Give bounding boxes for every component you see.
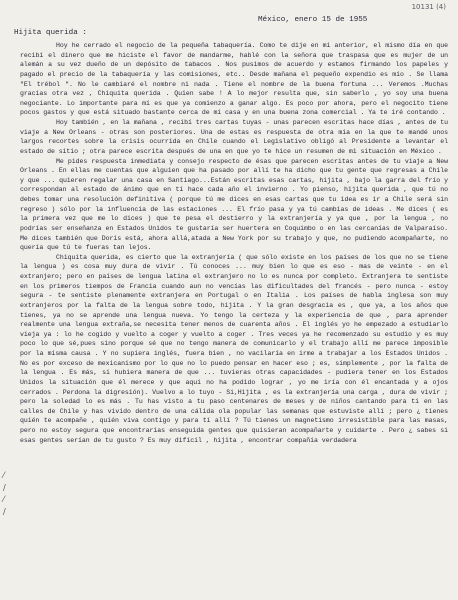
archive-reference: 10131 (4) <box>411 3 446 11</box>
letter-paragraph: Me pides respuesta inmediata y consejo respecto de ésas que parecen escritas antes de tu viaje a New Orleans . En ellas me cuentas que alguien que ha pasado por allí te ha dicho que tu gente que regresas a Chile y que ... quieren regalar una casa en Santiago...Están escritas esas cartas, hijita , bajo la garra del frío y correspondan al estado de ánimo que en tí hace cada año el invierno . Yo pienso, hijita querida , que tú no debes tomar una resolución definitiva ( porque tú me dices en esas cartas que tu idea es ir a Chile será sin regreso ) sólo por la influencia de las estaciones ... El frío pasa y ya tú cambias de ideas . Me dices ( es la primera vez que me lo dices ) que te pesa el destierro y la extranjería y ya que , por la lengua , no podrías ser enseñanza en Estados Unidos te gustaría ser huertera en Coquimbo o en las cercanías de Valparaíso. Me dices también que Doris está, ahora allá,atada a New York por su trabajo y que, no pudiendo acompañarte, no quería que tú te fueras tan lejos. <box>20 157 448 252</box>
letter-salutation: Hijita querida : <box>14 29 87 37</box>
margin-tick-mark: / <box>3 507 6 516</box>
letter-paragraph: Hoy también , en la mañana , recibí tres cartas tuyas - unas parecen escritas hace días , antes de tu viaje a New Orleans - otras son posteriores. Una de estas es respuesta de otra mía en la que te mandé unos largos recortes sobre la crisis ocurrida en Chile cuando el Legislativo obligó al Presidente a levantar el estado de sitio ; otra parece escrita después de una en que yo te hice un resumen de mi situación en México . <box>20 119 448 155</box>
letter-paragraph: Chiquita querida, es cierto que la extranjería ( que sólo existe en los países de los que no se tiene la lengua ) es cosa muy dura de vivir . Tú conoces ... muy bien lo que es eso - mas de veinte - en el extranjero; pero en países de lengua latina el extranjero no lo es nunca por completo. Extranjera te sentiste en los primeros tiempos de Francia cuando aun no vencías las dificultades del francés - pero nunca - estoy segura - te sentiste plenamente extranjera en Portugal o en Italia . Los países de habla inglesa son muy extranjeros por la falta de la lengua sobre todo, hijita . Y la gran desgracia es , que ya, a los años que tienes, ya no se aprende una lengua nueva. Yo tengo la certeza y la experiencia de que , para aprender realmente una lengua extraña,se necesita tener menos de cuarenta años . El inglés yo he empezado a estudiarlo vieja ya : lo he cogido y vuelto a coger y vuelto a coger . Tres veces ya he recomenzado su estudio y es muy poco lo que sé,pues sino porque sé que no tengo manera de comunicarlo y el trabajo allí me parece imposible por la misma causa . Y no supiera inglés, fuera bien , no vacilaría en irme a trabajar a los Estados Unidos . No es por exceso de mexicanismo por lo que no lo puedo pensar en hacer eso ; es, simplemente , por la falta de la lengua . Es más, si hubiera manera de que ... tuvieras otras capacidades - pudiera tener en los Estados Unidos la situación que él merece y que aquí no ha podido lograr , yo me iría con él encantada y a ojos cerrados . Perdona la digresión). Vuelvo a lo tuyo - Si,Hijita , es la extranjería una carga , dura de vivir ; pero la soledad lo es más . Tu has visto a tu paso centenares de meses y de niños cantando para ti en las calles de Chile y has vivido dentro de una cálida ola popular las semanas que estuviste allí ; pero ¿ tienes quién te acompañe , quién viva contigo y para tí allí ? Tú tienes un magnetismo irresistible para las masas, pero no estoy segura que encontrarías enseguida gentes que quisieran acompañarte y cuidarte . Pero ¿ sabes si esas gentes serían de tu gusto ? Es muy difícil , hijita , encontrar compañía verdadera <box>20 253 448 444</box>
letter-date: México, enero 15 de 1955 <box>258 16 368 24</box>
margin-tick-mark: ⁄ <box>3 495 5 504</box>
letter-body <box>20 41 448 445</box>
handwritten-margin-marks <box>3 470 17 560</box>
margin-tick-mark: / <box>3 483 6 492</box>
letter-paragraph: Hoy he cerrado el negocio de la pequeña tabaquería. Como te dije en mi anterior, el mismo día en que recibí el dinero que me hiciste el favor de mandarme, hablé con la señora que traspasa que es mujer de un alemán a su vez dueño de un depósito de tabacos . Nos pusimos de acuerdo y estamos firmando los papeles y pagado el precio de la tabaquería y las comisiones, etc.. Desde mañana el pequeño expendio es mío . Se llama "El trébol ". No le cambiaré el nombre ni nada . Tiene el nombre de la buena fortuna ... Veremos .Muchas gracias otra vez , Chiquita querida . Quien sabe ! A lo mejor resulta que, sin saberlo , yo soy una buena negociante. Lo importante para mí es que ya comienzo a ganar algo. Es poco por ahora, pero el negocito tiene pocos gastos y que está situado bastante cerca de mi casa y en una buena zona comercial . Ya te iré contando . <box>20 42 448 117</box>
margin-tick-mark: ⁄ <box>3 471 5 480</box>
